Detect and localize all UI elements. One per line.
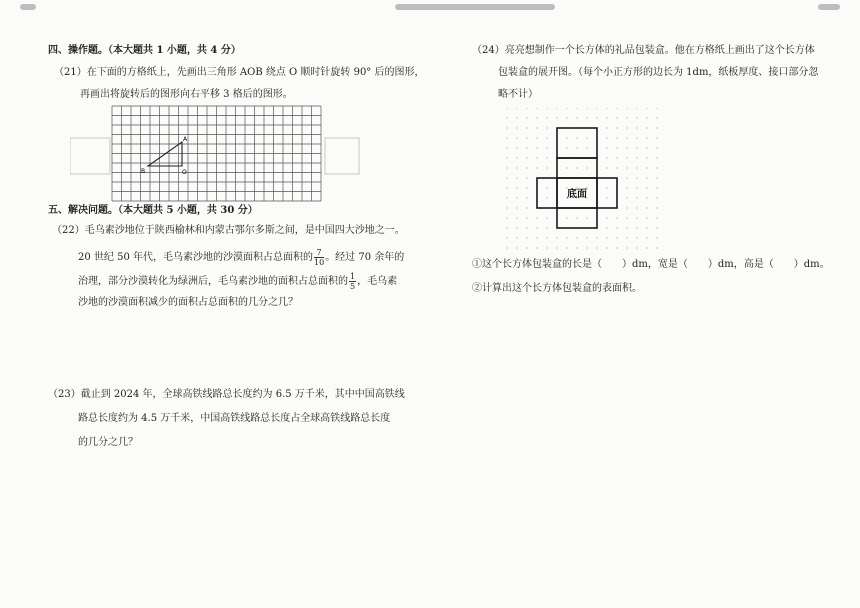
grid-dot — [526, 227, 527, 228]
grid-dot — [546, 247, 547, 248]
grid-dot — [596, 108, 597, 109]
grid-dot — [636, 197, 637, 198]
grid-dot — [546, 227, 547, 228]
fraction-7-10 — [314, 248, 324, 267]
grid-dot — [526, 137, 527, 138]
grid-dot — [516, 237, 517, 238]
grid-side-box-left — [70, 138, 110, 174]
grid-dot — [616, 167, 617, 168]
grid-dot — [546, 108, 547, 109]
grid-dot — [506, 237, 507, 238]
grid-dot — [586, 108, 587, 109]
q24-line2: 包装盒的展开图。（每个小正方形的边长为 1dm，纸板厚度、接口部分忽 — [498, 67, 819, 78]
grid-dot — [566, 137, 567, 138]
grid-dot — [546, 117, 547, 118]
grid-dot — [536, 137, 537, 138]
grid-dot — [646, 217, 647, 218]
grid-dot — [636, 137, 637, 138]
grid-dot — [576, 147, 577, 148]
point-a-label: A — [183, 136, 188, 143]
grid-dot — [646, 167, 647, 168]
grid-dot — [536, 157, 537, 158]
grid-dot — [616, 227, 617, 228]
grid-dot — [506, 157, 507, 158]
grid-dot — [516, 217, 517, 218]
grid-dot — [636, 117, 637, 118]
grid-dot — [506, 227, 507, 228]
grid-dot — [656, 108, 657, 109]
grid-dot — [626, 207, 627, 208]
grid-dot — [596, 247, 597, 248]
grid-dot — [506, 247, 507, 248]
grid-dot — [616, 147, 617, 148]
grid-dot — [546, 147, 547, 148]
q22-line2-b: 。经过 70 余年的 — [325, 252, 405, 263]
grid-dot — [646, 108, 647, 109]
grid-dot — [606, 187, 607, 188]
grid-dot — [526, 197, 527, 198]
grid-dot — [546, 167, 547, 168]
grid-dot — [526, 187, 527, 188]
grid-dot — [506, 137, 507, 138]
grid-dot — [506, 207, 507, 208]
grid-dot — [646, 227, 647, 228]
grid-dot — [656, 157, 657, 158]
grid-dot — [626, 237, 627, 238]
grid-dot — [516, 197, 517, 198]
grid-dot — [616, 217, 617, 218]
scrollbar-left — [20, 4, 36, 10]
grid-dot — [566, 167, 567, 168]
grid-dot — [506, 197, 507, 198]
grid-dot — [606, 157, 607, 158]
grid-dot — [636, 207, 637, 208]
grid-dot — [516, 157, 517, 158]
grid-dot — [656, 137, 657, 138]
grid-dot — [626, 227, 627, 228]
q23-line1: （23）截止到 2024 年，全球高铁线路总长度约为 6.5 万千米，其中中国高铁线 — [48, 389, 405, 400]
q24-sub2: ②计算出这个长方体包装盒的表面积。 — [472, 283, 642, 294]
section4-heading: 四、操作题。（本大题共 1 小题，共 4 分） — [48, 45, 241, 56]
box-net — [537, 128, 617, 228]
q24-line3: 略不计） — [498, 89, 538, 100]
grid-dot — [636, 177, 637, 178]
q21-line1: （21）在下面的方格纸上，先画出三角形 AOB 绕点 O 顺时针旋转 90° 后的图形， — [54, 67, 425, 78]
grid-dot — [566, 147, 567, 148]
grid-dot — [516, 137, 517, 138]
grid-dot — [516, 108, 517, 109]
grid-side-box-right — [325, 138, 359, 174]
grid-dot — [636, 147, 637, 148]
point-b-label: B — [141, 168, 146, 175]
grid-dot — [626, 167, 627, 168]
grid-dot — [536, 217, 537, 218]
grid-dot — [526, 167, 527, 168]
grid-dot — [516, 247, 517, 248]
grid-dot — [596, 117, 597, 118]
grid-dot — [536, 167, 537, 168]
grid-dot — [646, 247, 647, 248]
grid-dot — [506, 217, 507, 218]
grid-dot — [506, 187, 507, 188]
grid-dot — [526, 177, 527, 178]
section5-heading: 五、解决问题。（本大题共 5 小题，共 30 分） — [48, 205, 258, 216]
grid-dot — [616, 108, 617, 109]
grid-dot — [516, 227, 517, 228]
grid-dot — [576, 237, 577, 238]
grid-dot — [626, 217, 627, 218]
grid-dot — [536, 147, 537, 148]
grid-dot — [566, 217, 567, 218]
grid-dot — [526, 217, 527, 218]
grid-dot — [546, 187, 547, 188]
grid-dot — [566, 117, 567, 118]
grid-dot — [516, 187, 517, 188]
grid-dot — [636, 247, 637, 248]
grid-dot — [576, 247, 577, 248]
grid-dot — [656, 117, 657, 118]
grid-dot — [606, 217, 607, 218]
q21-line2: 再画出将旋转后的图形向右平移 3 格后的图形。 — [80, 89, 293, 100]
grid-dot — [656, 217, 657, 218]
grid-dot — [656, 227, 657, 228]
grid-dot — [626, 247, 627, 248]
q23-line2: 路总长度约为 4.5 万千米，中国高铁线路总长度占全球高铁线路总长度 — [78, 413, 391, 424]
grid-dot — [626, 117, 627, 118]
grid-dot — [606, 247, 607, 248]
grid-dot — [516, 207, 517, 208]
grid-dot — [576, 167, 577, 168]
net-face-top1 — [557, 128, 597, 158]
triangle-aob — [148, 142, 182, 166]
grid-dot — [656, 207, 657, 208]
grid-dot — [656, 177, 657, 178]
grid-dot — [526, 108, 527, 109]
grid-dot — [506, 108, 507, 109]
grid-dot — [516, 167, 517, 168]
grid-dot — [606, 167, 607, 168]
point-o-label: O — [182, 169, 187, 176]
q21-grid — [70, 102, 370, 202]
grid-dot — [586, 167, 587, 168]
grid-dot — [566, 237, 567, 238]
grid-dot — [626, 127, 627, 128]
q22-line3 — [78, 272, 397, 291]
grid-dot — [586, 147, 587, 148]
grid-dot — [656, 237, 657, 238]
grid-dot — [526, 117, 527, 118]
grid-dot — [516, 147, 517, 148]
grid-dot — [506, 127, 507, 128]
grid-dot — [626, 147, 627, 148]
grid-dot — [626, 187, 627, 188]
scrollbar-thumb[interactable] — [395, 4, 555, 10]
grid-dot — [586, 217, 587, 218]
q22-line1: （22）毛乌素沙地位于陕西榆林和内蒙古鄂尔多斯之间，是中国四大沙地之一。 — [52, 225, 405, 236]
grid-dot — [606, 147, 607, 148]
grid-lines — [112, 106, 321, 201]
grid-dot — [656, 187, 657, 188]
grid-dot — [526, 147, 527, 148]
grid-dot — [616, 157, 617, 158]
net-face-left — [537, 178, 557, 208]
grid-dot — [556, 247, 557, 248]
grid-dot — [646, 177, 647, 178]
grid-dot — [586, 137, 587, 138]
grid-dot — [616, 127, 617, 128]
grid-dot — [646, 197, 647, 198]
grid-dot — [536, 247, 537, 248]
grid-dot — [556, 237, 557, 238]
q23-line3: 的几分之几？ — [78, 437, 138, 448]
grid-dot — [616, 237, 617, 238]
grid-dot — [536, 227, 537, 228]
grid-dot — [646, 147, 647, 148]
grid-dot — [636, 157, 637, 158]
grid-dot — [516, 177, 517, 178]
grid-dot — [626, 177, 627, 178]
grid-dot — [526, 157, 527, 158]
fraction-1-5 — [349, 272, 356, 291]
grid-dot — [606, 117, 607, 118]
grid-dot — [546, 127, 547, 128]
grid-dot — [646, 187, 647, 188]
grid-dot — [546, 237, 547, 238]
grid-dot — [536, 108, 537, 109]
grid-dot — [566, 108, 567, 109]
grid-dot — [656, 197, 657, 198]
grid-dot — [646, 157, 647, 158]
grid-dot — [656, 247, 657, 248]
grid-dot — [536, 237, 537, 238]
grid-dot — [606, 108, 607, 109]
grid-dot — [646, 117, 647, 118]
grid-dot — [626, 137, 627, 138]
grid-dot — [636, 127, 637, 128]
grid-dot — [516, 127, 517, 128]
grid-dot — [506, 177, 507, 178]
grid-dot — [636, 187, 637, 188]
grid-dot — [636, 227, 637, 228]
grid-dot — [656, 167, 657, 168]
grid-dot — [646, 207, 647, 208]
grid-dot — [596, 237, 597, 238]
grid-dot — [636, 217, 637, 218]
grid-dot — [656, 147, 657, 148]
grid-dot — [616, 247, 617, 248]
grid-dot — [646, 137, 647, 138]
scrollbar-right — [818, 4, 840, 10]
grid-dot — [636, 108, 637, 109]
grid-dot — [516, 117, 517, 118]
grid-dot — [506, 117, 507, 118]
grid-dot — [506, 147, 507, 148]
grid-dot — [626, 157, 627, 158]
q22-line3-a: 治理，部分沙漠转化为绿洲后，毛乌素沙地的面积占总面积的 — [78, 276, 348, 287]
grid-dot — [646, 237, 647, 238]
grid-dot — [606, 237, 607, 238]
grid-dot — [546, 217, 547, 218]
grid-dot — [606, 137, 607, 138]
grid-dot — [556, 117, 557, 118]
grid-dot — [626, 108, 627, 109]
grid-dot — [536, 127, 537, 128]
net-face-right — [597, 178, 617, 208]
grid-dot — [626, 197, 627, 198]
grid-dot — [526, 207, 527, 208]
grid-dot — [606, 227, 607, 228]
q24-line1: （24）亮亮想制作一个长方体的礼品包装盒。他在方格纸上画出了这个长方体 — [472, 45, 815, 56]
grid-dot — [636, 237, 637, 238]
grid-dot — [526, 237, 527, 238]
fraction-7-10-numerator: 7 — [314, 248, 324, 258]
grid-dot — [556, 108, 557, 109]
fraction-1-5-denominator: 5 — [350, 282, 356, 291]
grid-dot — [606, 127, 607, 128]
fraction-1-5-numerator: 1 — [350, 272, 356, 281]
grid-dot — [616, 117, 617, 118]
grid-dot — [526, 247, 527, 248]
grid-dot — [586, 117, 587, 118]
q24-sub1: ①这个长方体包装盒的长是（ ）dm，宽是（ ）dm，高是（ ）dm。 — [472, 259, 830, 270]
grid-dot — [606, 197, 607, 198]
fraction-7-10-denominator: 10 — [314, 258, 325, 267]
grid-dot — [636, 167, 637, 168]
grid-dot — [616, 137, 617, 138]
grid-dot — [646, 127, 647, 128]
grid-dot — [656, 127, 657, 128]
grid-dot — [586, 237, 587, 238]
grid-dot — [576, 217, 577, 218]
grid-dot — [586, 247, 587, 248]
grid-dot — [576, 108, 577, 109]
grid-dot — [566, 247, 567, 248]
grid-dot — [506, 167, 507, 168]
bottom-face-label: 底面 — [567, 189, 587, 200]
q22-line4: 沙地的沙漠面积减少的面积占总面积的几分之几？ — [78, 297, 298, 308]
q22-line2 — [78, 248, 404, 267]
q24-net-grid — [505, 108, 665, 256]
grid-dot — [576, 117, 577, 118]
grid-dot — [546, 197, 547, 198]
q22-line3-b: ，毛乌素 — [357, 276, 398, 287]
grid-dot — [546, 137, 547, 138]
grid-dot — [576, 137, 577, 138]
grid-dot — [536, 117, 537, 118]
q22-line2-a: 20 世纪 50 年代，毛乌素沙地的沙漠面积占总面积的 — [78, 252, 313, 263]
grid-dot — [546, 157, 547, 158]
grid-dot — [526, 127, 527, 128]
